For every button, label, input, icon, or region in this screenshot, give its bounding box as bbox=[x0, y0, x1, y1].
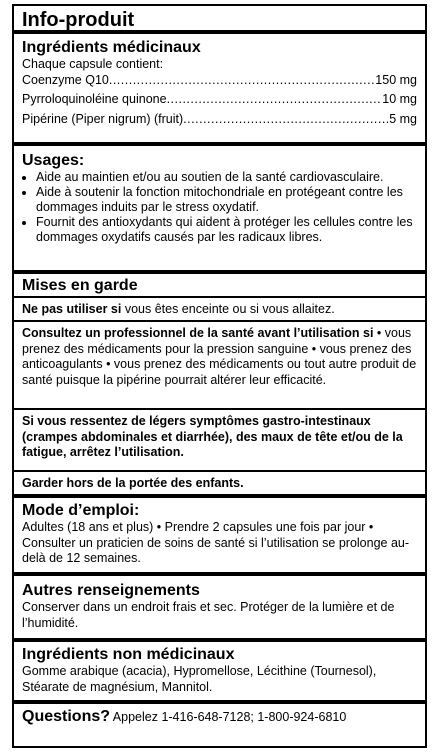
other-info-heading: Autres renseignements bbox=[22, 582, 200, 599]
other-info-text: Conserver dans un endroit frais et sec. Protéger de la lumière et de l’humidité. bbox=[22, 600, 395, 630]
stop-warning bbox=[14, 410, 425, 472]
non-medicinal-text: Gomme arabique (acacia), Hypromellose, Lécithine (Tournesol), Stéarate de magnésium, Mannitol. bbox=[22, 664, 377, 694]
children-warning bbox=[14, 472, 425, 498]
consult-text: • vous prenez des médicaments pour la pression sanguine • vous prenez des anticoagulants • vous prenez des médicaments ou tout autre produit de santé puisque la pipérine pourrait altérer leur efficacité. bbox=[22, 326, 417, 387]
questions-section bbox=[14, 704, 425, 734]
ingredient-row bbox=[22, 73, 417, 89]
consult-bold: Consultez un professionnel de la santé avant l’utilisation si bbox=[22, 326, 374, 340]
list-item: • Aide à soutenir la fonction mitochondriale en protégeant contre les dommages induits par le stress oxydatif. bbox=[36, 185, 417, 215]
questions-phone: Appelez 1-416-648-7128; 1-800-924-6810 bbox=[110, 710, 347, 724]
non-medicinal-heading: Ingrédients non médicinaux bbox=[22, 646, 235, 663]
other-info-section bbox=[14, 576, 425, 642]
title-section bbox=[14, 6, 425, 34]
medicinal-heading: Ingrédients médicinaux bbox=[22, 39, 201, 56]
leader-dots bbox=[167, 92, 383, 108]
leader-dots bbox=[109, 73, 375, 89]
list-item: • Aide au maintien et/ou au soutien de la santé cardiovasculaire. bbox=[36, 170, 417, 185]
uses-section bbox=[14, 146, 425, 274]
non-medicinal-section bbox=[14, 642, 425, 704]
uses-heading: Usages: bbox=[22, 152, 85, 169]
consult-warning bbox=[14, 322, 425, 410]
questions-label: Questions? bbox=[22, 708, 111, 725]
ingredient-row bbox=[22, 112, 417, 128]
warnings-heading-section bbox=[14, 274, 425, 298]
pregnancy-text: vous êtes enceinte ou si vous allaitez. bbox=[121, 302, 335, 316]
directions-section bbox=[14, 498, 425, 576]
children-text: Garder hors de la portée des enfants. bbox=[22, 476, 244, 490]
ingredient-amount: 150 mg bbox=[375, 72, 417, 87]
uses-list bbox=[22, 170, 417, 245]
list-item: • Fournit des antioxydants qui aident à protéger les cellules contre les dommages oxydatifs causés par les radicaux libres. bbox=[36, 215, 417, 245]
ingredient-name: Pyrroloquinoléine quinone bbox=[22, 92, 167, 106]
directions-text: Adultes (18 ans et plus) • Prendre 2 capsules une fois par jour • Consulter un praticien de soins de santé si l’utilisation se prolonge au-delà de 12 semaines. bbox=[22, 520, 410, 565]
page-title: Info-produit bbox=[22, 9, 135, 31]
ingredient-name: Pipérine (Piper nigrum) (fruit) bbox=[22, 111, 184, 126]
ingredient-name: Coenzyme Q10 bbox=[22, 72, 109, 87]
ingredient-row bbox=[22, 92, 417, 108]
product-info-panel bbox=[12, 4, 427, 748]
ingredient-amount: 10 mg bbox=[382, 92, 417, 106]
directions-heading: Mode d’emploi: bbox=[22, 502, 140, 519]
stop-text: Si vous ressentez de légers symptômes gastro-intestinaux (crampes abdominales et diarrhée), des maux de tête et/ou de la fatigue, arrêtez l’utilisation. bbox=[22, 414, 403, 459]
medicinal-intro: Chaque capsule contient: bbox=[22, 57, 164, 71]
leader-dots bbox=[183, 112, 389, 128]
pregnancy-warning bbox=[14, 298, 425, 322]
ingredient-amount: 5 mg bbox=[389, 111, 417, 126]
medicinal-section bbox=[14, 34, 425, 146]
pregnancy-bold: Ne pas utiliser si bbox=[22, 302, 122, 316]
warnings-heading: Mises en garde bbox=[22, 277, 138, 294]
